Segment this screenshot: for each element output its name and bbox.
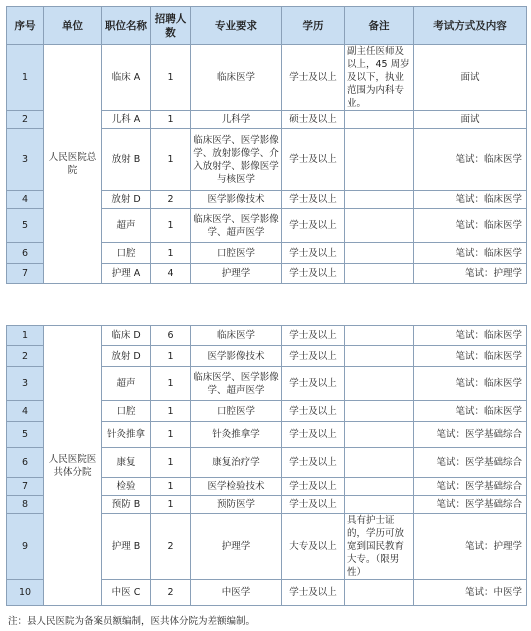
row-major: 口腔医学 xyxy=(191,401,282,422)
row-post: 护理 B xyxy=(102,514,151,580)
row-exam: 笔试：临床医学 xyxy=(414,209,527,243)
header-exam: 考试方式及内容 xyxy=(414,7,527,45)
row-post: 放射 D xyxy=(102,191,151,209)
row-note xyxy=(345,243,414,264)
row-note xyxy=(345,367,414,401)
header-major: 专业要求 xyxy=(191,7,282,45)
row-major: 康复治疗学 xyxy=(191,448,282,478)
row-count: 1 xyxy=(151,422,191,448)
row-seq: 4 xyxy=(7,401,44,422)
row-education: 学士及以上 xyxy=(282,129,345,191)
row-exam: 笔试：临床医学 xyxy=(414,243,527,264)
row-education: 学士及以上 xyxy=(282,367,345,401)
row-seq: 2 xyxy=(7,346,44,367)
header-education: 学历 xyxy=(282,7,345,45)
row-count: 4 xyxy=(151,264,191,284)
row-post: 临床 A xyxy=(102,45,151,111)
row-education: 学士及以上 xyxy=(282,243,345,264)
row-post: 护理 A xyxy=(102,264,151,284)
row-note xyxy=(345,129,414,191)
row-note xyxy=(345,401,414,422)
row-seq: 5 xyxy=(7,209,44,243)
row-exam: 笔试：临床医学 xyxy=(414,191,527,209)
row-exam: 笔试：中医学 xyxy=(414,580,527,606)
row-education: 学士及以上 xyxy=(282,478,345,496)
row-education: 大专及以上 xyxy=(282,514,345,580)
table-row xyxy=(7,45,527,111)
row-education: 学士及以上 xyxy=(282,346,345,367)
row-major: 临床医学 xyxy=(191,326,282,346)
row-education: 学士及以上 xyxy=(282,326,345,346)
row-seq: 5 xyxy=(7,422,44,448)
row-education: 学士及以上 xyxy=(282,191,345,209)
footnote: 注：县人民医院为备案员额编制，医共体分院为差额编制。 xyxy=(8,616,256,627)
row-count: 2 xyxy=(151,514,191,580)
row-note xyxy=(345,209,414,243)
row-count: 1 xyxy=(151,346,191,367)
recruitment-table-main xyxy=(6,6,527,284)
header-unit: 单位 xyxy=(44,7,102,45)
row-count: 2 xyxy=(151,191,191,209)
row-education: 学士及以上 xyxy=(282,209,345,243)
row-note xyxy=(345,264,414,284)
row-major: 临床医学、医学影像学、放射影像学、介入放射学、影像医学与核医学 xyxy=(191,129,282,191)
row-exam: 笔试：临床医学 xyxy=(414,129,527,191)
unit-cell: 人民医院医共体分院 xyxy=(44,326,102,606)
row-education: 学士及以上 xyxy=(282,401,345,422)
row-note xyxy=(345,326,414,346)
row-post: 口腔 xyxy=(102,243,151,264)
row-seq: 1 xyxy=(7,326,44,346)
row-exam: 笔试：医学基础综合 xyxy=(414,478,527,496)
row-exam: 面试 xyxy=(414,111,527,129)
row-seq: 4 xyxy=(7,191,44,209)
row-major: 儿科学 xyxy=(191,111,282,129)
row-major: 临床医学、医学影像学、超声医学 xyxy=(191,367,282,401)
row-post: 中医 C xyxy=(102,580,151,606)
row-exam: 笔试：临床医学 xyxy=(414,346,527,367)
row-major: 临床医学 xyxy=(191,45,282,111)
row-post: 康复 xyxy=(102,448,151,478)
row-post: 针灸推拿 xyxy=(102,422,151,448)
row-education: 学士及以上 xyxy=(282,580,345,606)
row-note xyxy=(345,191,414,209)
row-major: 口腔医学 xyxy=(191,243,282,264)
row-count: 1 xyxy=(151,448,191,478)
header-post: 职位名称 xyxy=(102,7,151,45)
row-post: 检验 xyxy=(102,478,151,496)
row-count: 1 xyxy=(151,129,191,191)
row-major: 临床医学、医学影像学、超声医学 xyxy=(191,209,282,243)
row-exam: 面试 xyxy=(414,45,527,111)
row-education: 学士及以上 xyxy=(282,264,345,284)
row-note: 具有护士证的，学历可放宽到国民教育大专。（限男性） xyxy=(345,514,414,580)
row-exam: 笔试：医学基础综合 xyxy=(414,422,527,448)
row-count: 1 xyxy=(151,243,191,264)
row-note xyxy=(345,580,414,606)
row-exam: 笔试：护理学 xyxy=(414,264,527,284)
row-post: 儿科 A xyxy=(102,111,151,129)
row-note xyxy=(345,478,414,496)
row-post: 超声 xyxy=(102,367,151,401)
row-major: 中医学 xyxy=(191,580,282,606)
row-exam: 笔试：临床医学 xyxy=(414,401,527,422)
header-seq: 序号 xyxy=(7,7,44,45)
row-count: 1 xyxy=(151,111,191,129)
row-post: 超声 xyxy=(102,209,151,243)
row-major: 医学检验技术 xyxy=(191,478,282,496)
row-education: 硕士及以上 xyxy=(282,111,345,129)
row-exam: 笔试：医学基础综合 xyxy=(414,448,527,478)
row-seq: 6 xyxy=(7,243,44,264)
row-major: 预防医学 xyxy=(191,496,282,514)
row-seq: 6 xyxy=(7,448,44,478)
row-count: 1 xyxy=(151,496,191,514)
row-note xyxy=(345,448,414,478)
row-note xyxy=(345,111,414,129)
row-count: 1 xyxy=(151,367,191,401)
recruitment-table-branch xyxy=(6,325,527,606)
row-seq: 3 xyxy=(7,129,44,191)
row-exam: 笔试：医学基础综合 xyxy=(414,496,527,514)
row-major: 医学影像技术 xyxy=(191,346,282,367)
row-note xyxy=(345,496,414,514)
row-post: 放射 B xyxy=(102,129,151,191)
header-count: 招聘人数 xyxy=(151,7,191,45)
row-exam: 笔试：临床医学 xyxy=(414,367,527,401)
row-seq: 1 xyxy=(7,45,44,111)
row-note: 副主任医师及以上，45 周岁及以下，执业范围为内科专业。 xyxy=(345,45,414,111)
row-post: 临床 D xyxy=(102,326,151,346)
row-post: 预防 B xyxy=(102,496,151,514)
row-education: 学士及以上 xyxy=(282,496,345,514)
table-row xyxy=(7,326,527,346)
row-seq: 8 xyxy=(7,496,44,514)
unit-cell: 人民医院总院 xyxy=(44,45,102,284)
row-count: 1 xyxy=(151,401,191,422)
row-post: 放射 D xyxy=(102,346,151,367)
row-seq: 10 xyxy=(7,580,44,606)
row-seq: 3 xyxy=(7,367,44,401)
row-seq: 7 xyxy=(7,264,44,284)
row-major: 护理学 xyxy=(191,264,282,284)
row-seq: 2 xyxy=(7,111,44,129)
row-seq: 9 xyxy=(7,514,44,580)
row-count: 6 xyxy=(151,326,191,346)
row-count: 1 xyxy=(151,478,191,496)
row-exam: 笔试：护理学 xyxy=(414,514,527,580)
row-exam: 笔试：临床医学 xyxy=(414,326,527,346)
row-major: 护理学 xyxy=(191,514,282,580)
row-count: 2 xyxy=(151,580,191,606)
header-note: 备注 xyxy=(345,7,414,45)
row-seq: 7 xyxy=(7,478,44,496)
row-note xyxy=(345,346,414,367)
row-education: 学士及以上 xyxy=(282,422,345,448)
row-post: 口腔 xyxy=(102,401,151,422)
row-major: 医学影像技术 xyxy=(191,191,282,209)
row-education: 学士及以上 xyxy=(282,448,345,478)
row-education: 学士及以上 xyxy=(282,45,345,111)
row-note xyxy=(345,422,414,448)
table-header-row xyxy=(7,7,527,45)
row-count: 1 xyxy=(151,45,191,111)
row-major: 针灸推拿学 xyxy=(191,422,282,448)
row-count: 1 xyxy=(151,209,191,243)
